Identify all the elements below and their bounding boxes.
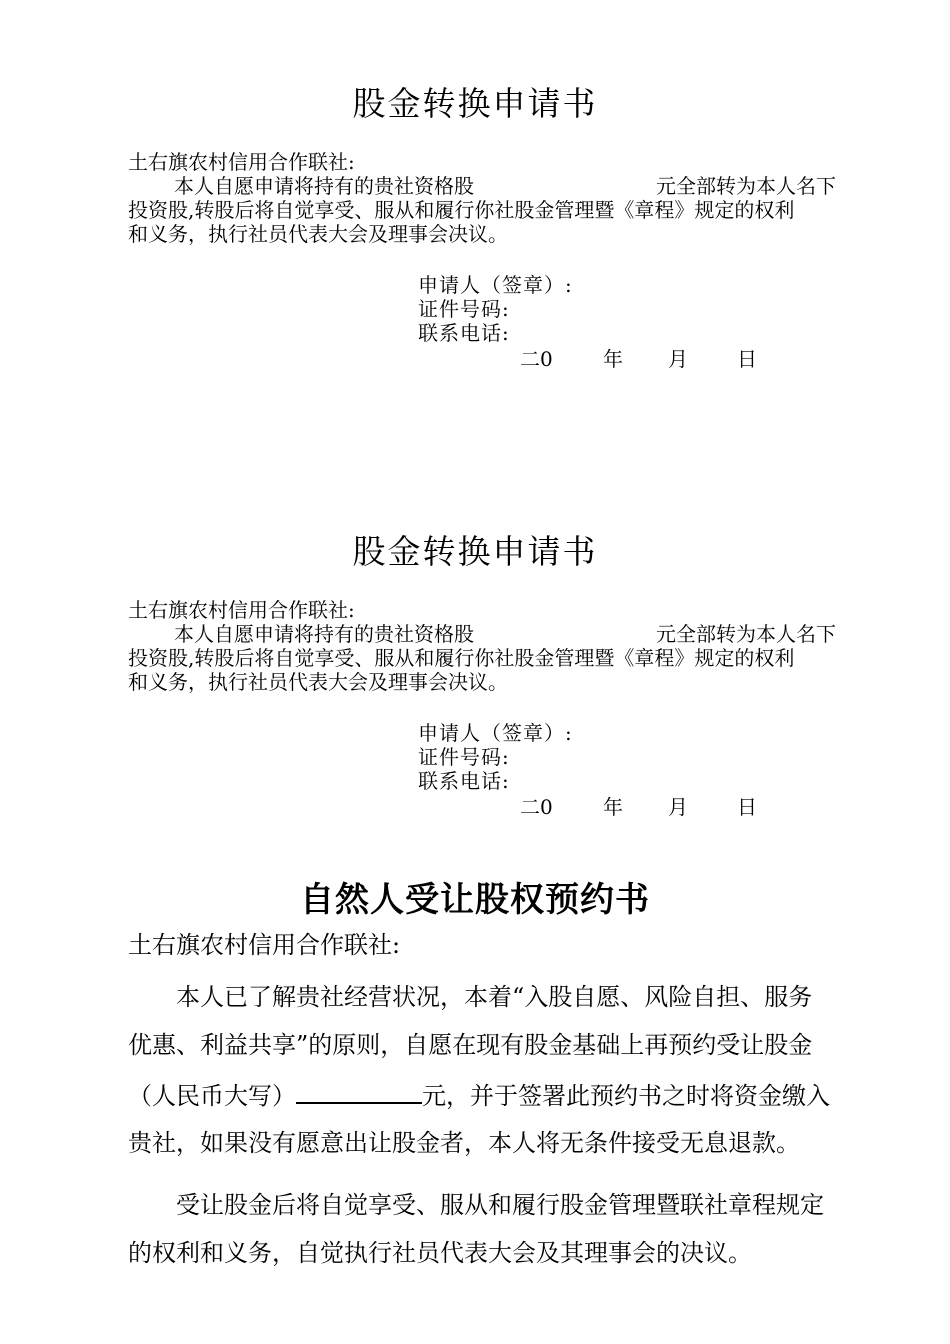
form2-date-day: 日 [737,795,757,819]
form3-title: 自然人受让股权预约书 [300,880,650,920]
form3-para1-line1: 本人已了解贵社经营状况，本着“入股自愿、风险自担、服务 [176,983,813,1011]
form1-body-line2: 投资股,转股后将自觉享受、服从和履行你社股金管理暨《章程》规定的权利 [128,198,795,222]
form2-addressee: 土右旗农村信用合作联社: [128,598,355,622]
form1-body-line1-right: 元全部转为本人名下 [656,174,836,198]
form3-para2-line2: 的权利和义务，自觉执行社员代表大会及其理事会的决议。 [128,1239,752,1267]
form2-title: 股金转换申请书 [352,532,598,571]
form2-body-line3: 和义务，执行社员代表大会及理事会决议。 [128,670,508,694]
form1-date-year: 年 [603,347,623,371]
form2-date-prefix: 二0 [520,795,553,819]
form1-date-day: 日 [737,347,757,371]
form3-para1-line3 [128,1080,830,1111]
amount-blank-line [296,1080,422,1104]
form1-body-line1-left: 本人自愿申请将持有的贵社资格股 [174,174,474,198]
form2-phone-label: 联系电话: [418,769,510,793]
form3-para1-line3-left: （人民币大写） [128,1082,296,1110]
form3-para2-line1: 受让股金后将自觉享受、服从和履行股金管理暨联社章程规定 [176,1191,824,1219]
form3-para1-line3-right: 元，并于签署此预约书之时将资金缴入 [422,1082,830,1110]
form2-body-line2: 投资股,转股后将自觉享受、服从和履行你社股金管理暨《章程》规定的权利 [128,646,795,670]
form1-id-label: 证件号码: [418,297,510,321]
form1-applicant-label: 申请人（签章）: [418,273,573,297]
form2-id-label: 证件号码: [418,745,510,769]
form3-addressee: 土右旗农村信用合作联社: [128,931,401,959]
form2-body-line1-left: 本人自愿申请将持有的贵社资格股 [174,622,474,646]
form2-date-year: 年 [603,795,623,819]
form1-date-month: 月 [668,347,688,371]
form2-body-line1-right: 元全部转为本人名下 [656,622,836,646]
form3-para1-line2: 优惠、利益共享”的原则，自愿在现有股金基础上再预约受让股金 [128,1031,813,1059]
form1-phone-label: 联系电话: [418,321,510,345]
form3-para1-line4: 贵社，如果没有愿意出让股金者，本人将无条件接受无息退款。 [128,1129,800,1157]
form2-applicant-label: 申请人（签章）: [418,721,573,745]
form1-date-prefix: 二0 [520,347,553,371]
form1-addressee: 土右旗农村信用合作联社: [128,150,355,174]
form1-body-line3: 和义务，执行社员代表大会及理事会决议。 [128,222,508,246]
form2-date-month: 月 [668,795,688,819]
form1-title: 股金转换申请书 [352,84,598,123]
